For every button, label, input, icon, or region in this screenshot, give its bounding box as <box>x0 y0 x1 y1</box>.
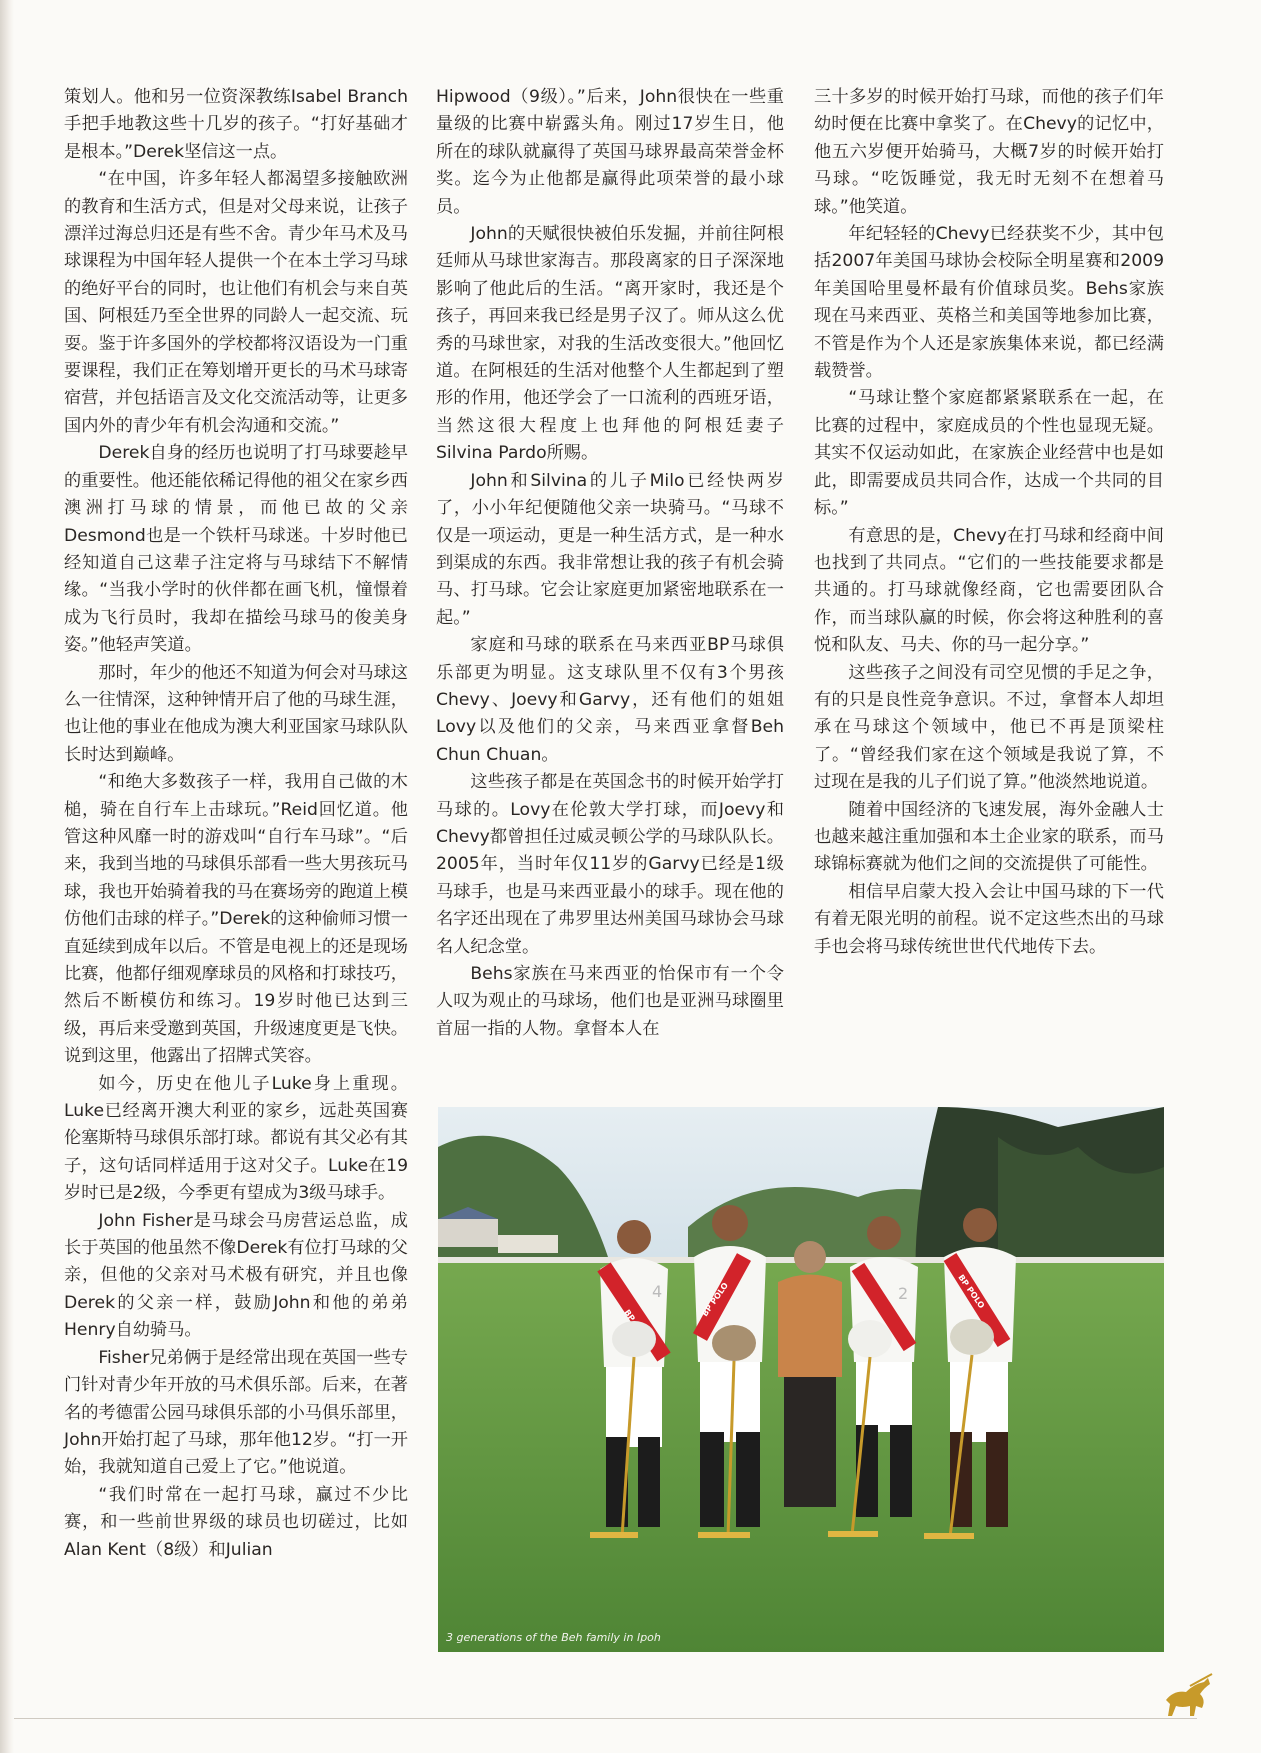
text-column-3 <box>814 84 1164 961</box>
paragraph: 那时，年少的他还不知道为何会对马球这么一往情深，这种钟情开启了他的马球生涯，也让他的事业在他成为澳大利亚国家马球队队长时达到巅峰。 <box>64 662 408 765</box>
paragraph: “我们时常在一起打马球，赢过不少比赛，和一些前世界级的球员也切磋过，比如Alan Kent（8级）和Julian <box>64 1484 408 1560</box>
binding-spine-shadow <box>0 0 14 1753</box>
paragraph: 家庭和马球的联系在马来西亚BP马球俱乐部更为明显。这支球队里不仅有3个男孩Chevy、Joevy和Garvy，还有他们的姐姐Lovy以及他们的父亲，马来西亚拿督Beh Chun Chuan。 <box>436 635 784 765</box>
paragraph: “在中国，许多年轻人都渴望多接触欧洲的教育和生活方式，但是对父母来说，让孩子漂洋过海总归还是有些不舍。青少年马术及马球课程为中国年轻人提供一个在本土学习马球的绝好平台的同时，也让他们有机会与来自英国、阿根廷乃至全世界的同龄人一起交流、玩耍。鉴于许多国外的学校都将汉语设为一门重要课程，我们正在筹划增开更长的马术马球寄宿营，并包括语言及文化交流活动等，让更多国内外的青少年有机会沟通和交流。” <box>64 169 408 436</box>
paragraph: John Fisher是马球会马房营运总监，成长于英国的他虽然不像Derek有位打马球的父亲，但他的父亲对马术极有研究，并且也像Derek的父亲一样，鼓励John和他的弟弟Henry自幼骑马。 <box>64 1210 408 1341</box>
svg-text:4: 4 <box>652 1282 663 1301</box>
paragraph: John和Silvina的儿子Milo已经快两岁了，小小年纪便随他父亲一块骑马。“马球不仅是一项运动，更是一种生活方式，是一种水到渠成的东西。我非常想让我的孩子有机会骑马、打马球。它会让家庭更加紧密地联系在一起。” <box>436 470 784 628</box>
paragraph: Hipwood（9级）。”后来，John很快在一些重量级的比赛中崭露头角。刚过17岁生日，他所在的球队就赢得了英国马球界最高荣誉金杯奖。迄今为止他都是赢得此项荣誉的最小球员。 <box>436 87 784 217</box>
paragraph: Behs家族在马来西亚的怡保市有一个令人叹为观止的马球场，他们也是亚洲马球圈里首屈一指的人物。拿督本人在 <box>436 964 784 1039</box>
paragraph: 如今，历史在他儿子Luke身上重现。Luke已经离开澳大利亚的家乡，远赴英国赛伦塞斯特马球俱乐部打球。都说有其父必有其子，这句话同样适用于这对父子。Luke在19岁时已是2级，今季更有望成为3级马球手。 <box>64 1073 408 1204</box>
text-column-1 <box>64 84 408 1564</box>
paragraph: “和绝大多数孩子一样，我用自己做的木槌，骑在自行车上击球玩。”Reid回忆道。他管这种风靡一时的游戏叫“自行车马球”。“后来，我到当地的马球俱乐部看一些大男孩玩马球，我也开始骑着我的马在赛场旁的跑道上模仿他们击球的样子。”Derek的这种偷师习惯一直延续到成年以后。不管是电视上的还是现场比赛，他都仔细观摩球员的风格和打球技巧，然后不断模仿和练习。19岁时他已达到三级，再后来受邀到英国，升级速度更是飞快。说到这里，他露出了招牌式笑容。 <box>64 772 408 1067</box>
paragraph: 三十多岁的时候开始打马球，而他的孩子们年幼时便在比赛中拿奖了。在Chevy的记忆中，他五六岁便开始骑马，大概7岁的时候开始打马球。“吃饭睡觉，我无时无刻不在想着马球。”他笑道。 <box>814 87 1164 217</box>
paragraph: John的天赋很快被伯乐发掘，并前往阿根廷师从马球世家海吉。那段离家的日子深深地影响了他此后的生活。“离开家时，我还是个孩子，再回来我已经是男子汉了。师从这么优秀的马球世家，对我的生活改变很大。”他回忆道。在阿根廷的生活对他整个人生都起到了塑形的作用，他还学会了一口流利的西班牙语，当然这很大程度上也拜他的阿根廷妻子Silvina Pardo所赐。 <box>436 224 784 464</box>
paragraph: 这些孩子都是在英国念书的时候开始学打马球的。Lovy在伦敦大学打球，而Joevy和Chevy都曾担任过威灵顿公学的马球队队长。2005年，当时年仅11岁的Garvy已经是1级马球手，也是马来西亚最小的球手。现在他的名字还出现在了弗罗里达州美国马球协会马球名人纪念堂。 <box>436 772 784 957</box>
paragraph: 相信早启蒙大投入会让中国马球的下一代有着无限光明的前程。说不定这些杰出的马球手也会将马球传统世世代代地传下去。 <box>814 881 1164 957</box>
paragraph: Derek自身的经历也说明了打马球要趁早的重要性。他还能依稀记得他的祖父在家乡西澳洲打马球的情景，而他已故的父亲Desmond也是一个铁杆马球迷。十岁时他已经知道自己这辈子注定将与马球结下不解情缘。“当我小学时的伙伴都在画飞机，憧憬着成为飞行员时，我却在描绘马球马的俊美身姿。”他轻声笑道。 <box>64 443 408 656</box>
paragraph: 随着中国经济的飞速发展，海外金融人士也越来越注重加强和本土企业家的联系，而马球锦标赛就为他们之间的交流提供了可能性。 <box>814 799 1164 875</box>
paragraph: 策划人。他和另一位资深教练Isabel Branch手把手地教这些十几岁的孩子。“打好基础才是根本。”Derek坚信这一点。 <box>64 87 408 162</box>
paragraph: 年纪轻轻的Chevy已经获奖不少，其中包括2007年美国马球协会校际全明星赛和2009年美国哈里曼杯最有价值球员奖。Behs家族现在马来西亚、英格兰和美国等地参加比赛，不管是作为个人还是家族集体来说，都已经满载赞誉。 <box>814 224 1164 382</box>
text-column-2 <box>436 84 784 1043</box>
paragraph: 这些孩子之间没有司空见惯的手足之争，有的只是良性竞争意识。不过，拿督本人却坦承在马球这个领域中，他已不再是顶梁柱了。“曾经我们家在这个领域是我说了算，不过现在是我的儿子们说了算。”他淡然地说道。 <box>814 662 1164 793</box>
team-photo <box>438 1107 1164 1652</box>
grandmother <box>778 1241 842 1507</box>
svg-text:BP POLO: BP POLO <box>700 1281 731 1319</box>
footer-rule <box>14 1718 1197 1719</box>
paragraph: Fisher兄弟俩于是经常出现在英国一些专门针对青少年开放的马术俱乐部。后来，在著名的考德雷公园马球俱乐部的小马俱乐部里，John开始打起了马球，那年他12岁。“打一开始，我就知道自己爱上了它。”他说道。 <box>64 1347 408 1478</box>
paragraph: “马球让整个家庭都紧紧联系在一起，在比赛的过程中，家庭成员的个性也显现无疑。其实不仅运动如此，在家族企业经营中也是如此，即需要成员共同合作，达成一个共同的目标。” <box>814 388 1164 519</box>
polo-horse-logo-icon <box>1160 1672 1216 1722</box>
building-small <box>498 1235 558 1253</box>
paragraph: 有意思的是，Chevy在打马球和经商中间也找到了共同点。“它们的一些技能要求都是共通的。打马球就像经商，它也需要团队合作，而当球队赢的时候，你会将这种胜利的喜悦和队友、马夫、你的马一起分享。” <box>814 525 1164 656</box>
team-photo-illustration <box>438 1107 1164 1652</box>
clubhouse <box>438 1219 498 1247</box>
photo-caption: 3 generations of the Beh family in Ipoh <box>446 1631 661 1644</box>
svg-text:BP POLO: BP POLO <box>956 1272 987 1311</box>
svg-text:2: 2 <box>898 1284 909 1303</box>
player-2 <box>694 1205 766 1538</box>
